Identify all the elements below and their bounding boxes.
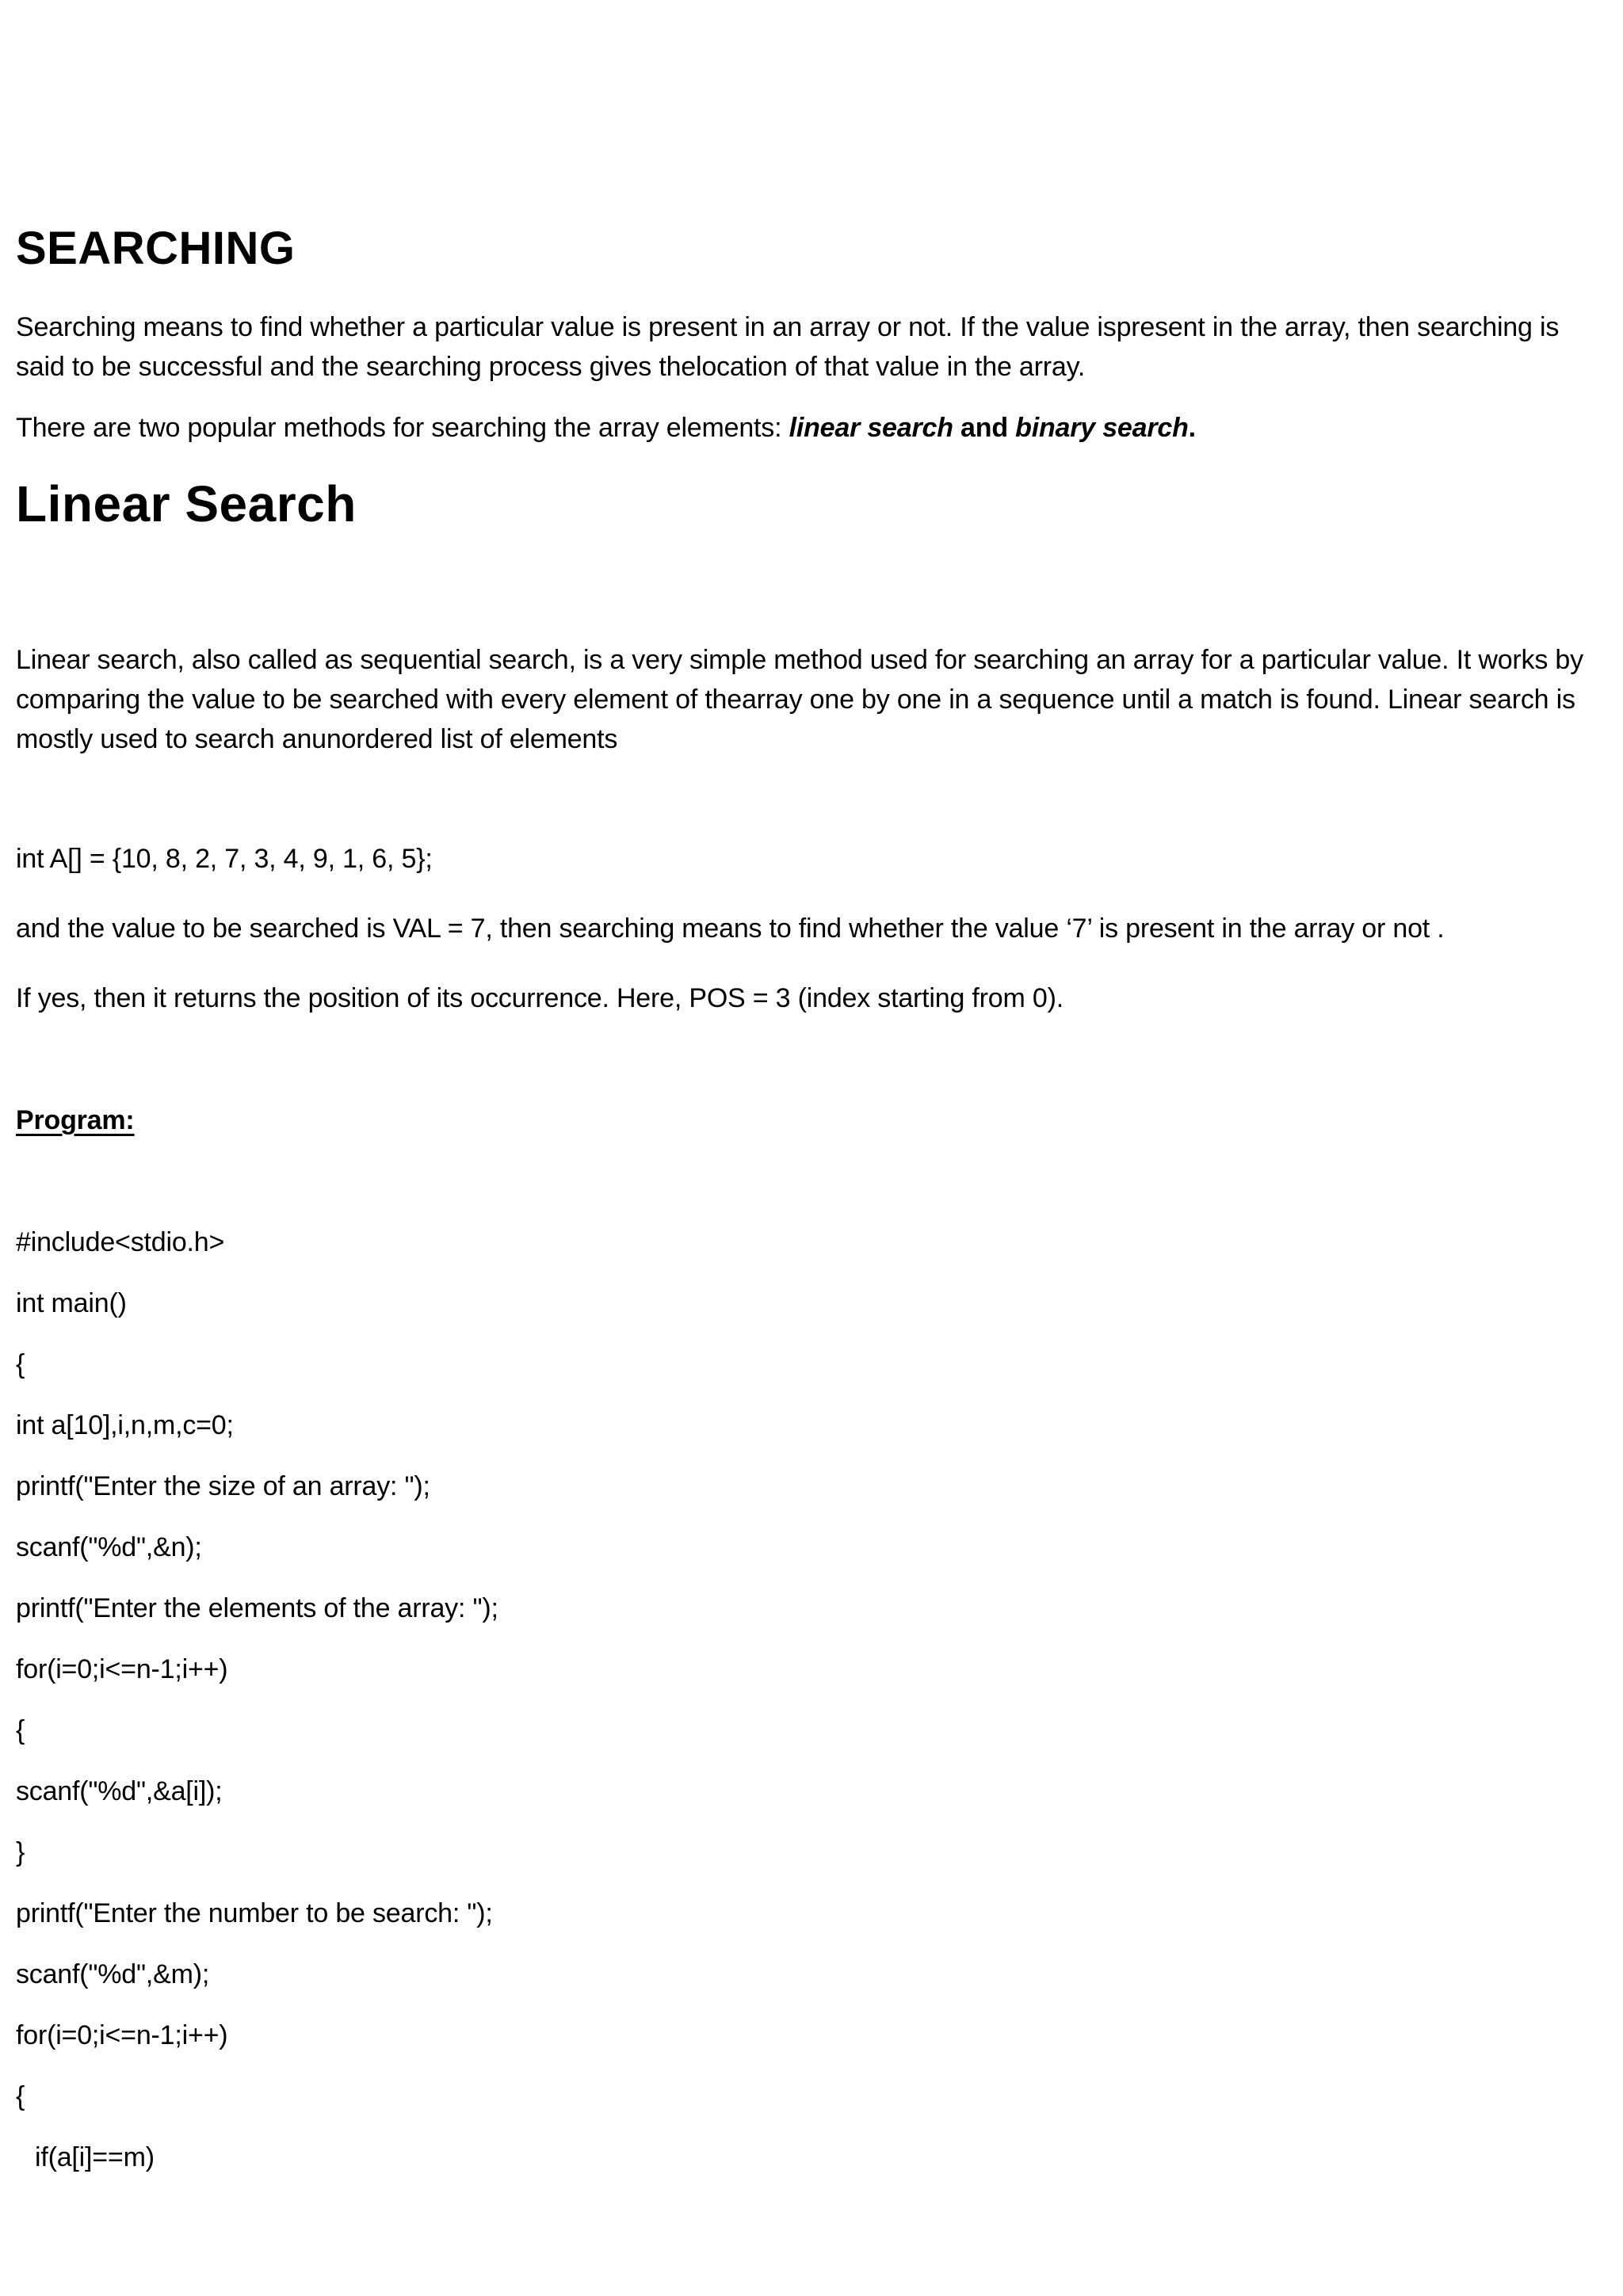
code-line: int main(): [16, 1288, 127, 1318]
page-title: SEARCHING: [16, 223, 296, 274]
code-line: if(a[i]==m): [35, 2142, 155, 2172]
example-value-sentence: and the value to be searched is VAL = 7, then searching means to find whether the value ‘7’ is present in the array or not .: [16, 913, 1445, 944]
methods-paragraph: [16, 410, 1597, 445]
code-line: int a[10],i,n,m,c=0;: [16, 1410, 234, 1440]
code-line: scanf("%d",&m);: [16, 1959, 210, 1989]
example-position-sentence: If yes, then it returns the position of its occurrence. Here, POS = 3 (index starting from 0).: [16, 983, 1064, 1013]
code-line: {: [16, 1349, 25, 1379]
code-line: }: [16, 1837, 25, 1867]
code-line: printf("Enter the size of an array: ");: [16, 1471, 430, 1501]
code-line: {: [16, 1715, 25, 1745]
code-line: printf("Enter the number to be search: ");: [16, 1898, 493, 1928]
code-line: #include<stdio.h>: [16, 1227, 225, 1257]
term-linear-search: linear search: [789, 413, 953, 443]
term-binary-search: binary search: [1015, 413, 1189, 443]
methods-prefix: There are two popular methods for searching the array elements:: [16, 413, 789, 443]
intro-paragraph: Searching means to find whether a particular value is present in an array or not. If the value ispresent in the array, then searching is said to be successful and the searching process gives thelocation of that value in the array.: [16, 312, 1560, 382]
section-heading: Linear Search: [16, 475, 357, 532]
code-line: for(i=0;i<=n-1;i++): [16, 2020, 228, 2050]
code-line: printf("Enter the elements of the array: ");: [16, 1593, 498, 1623]
methods-conjunction: and: [953, 413, 1016, 443]
methods-suffix: .: [1188, 413, 1196, 443]
example-array: int A[] = {10, 8, 2, 7, 3, 4, 9, 1, 6, 5};: [16, 844, 433, 874]
linear-search-description: Linear search, also called as sequential search, is a very simple method used for searching an array for a particular value. It works by comparing the value to be searched with every element of thearray one by one in a sequence until a match is found. Linear search is mostly used to search anunordered list of elements: [16, 645, 1583, 754]
code-line: scanf("%d",&a[i]);: [16, 1776, 223, 1806]
code-line: scanf("%d",&n);: [16, 1532, 202, 1562]
code-line: {: [16, 2081, 25, 2111]
program-label: Program:: [16, 1105, 135, 1135]
code-line: for(i=0;i<=n-1;i++): [16, 1654, 228, 1684]
